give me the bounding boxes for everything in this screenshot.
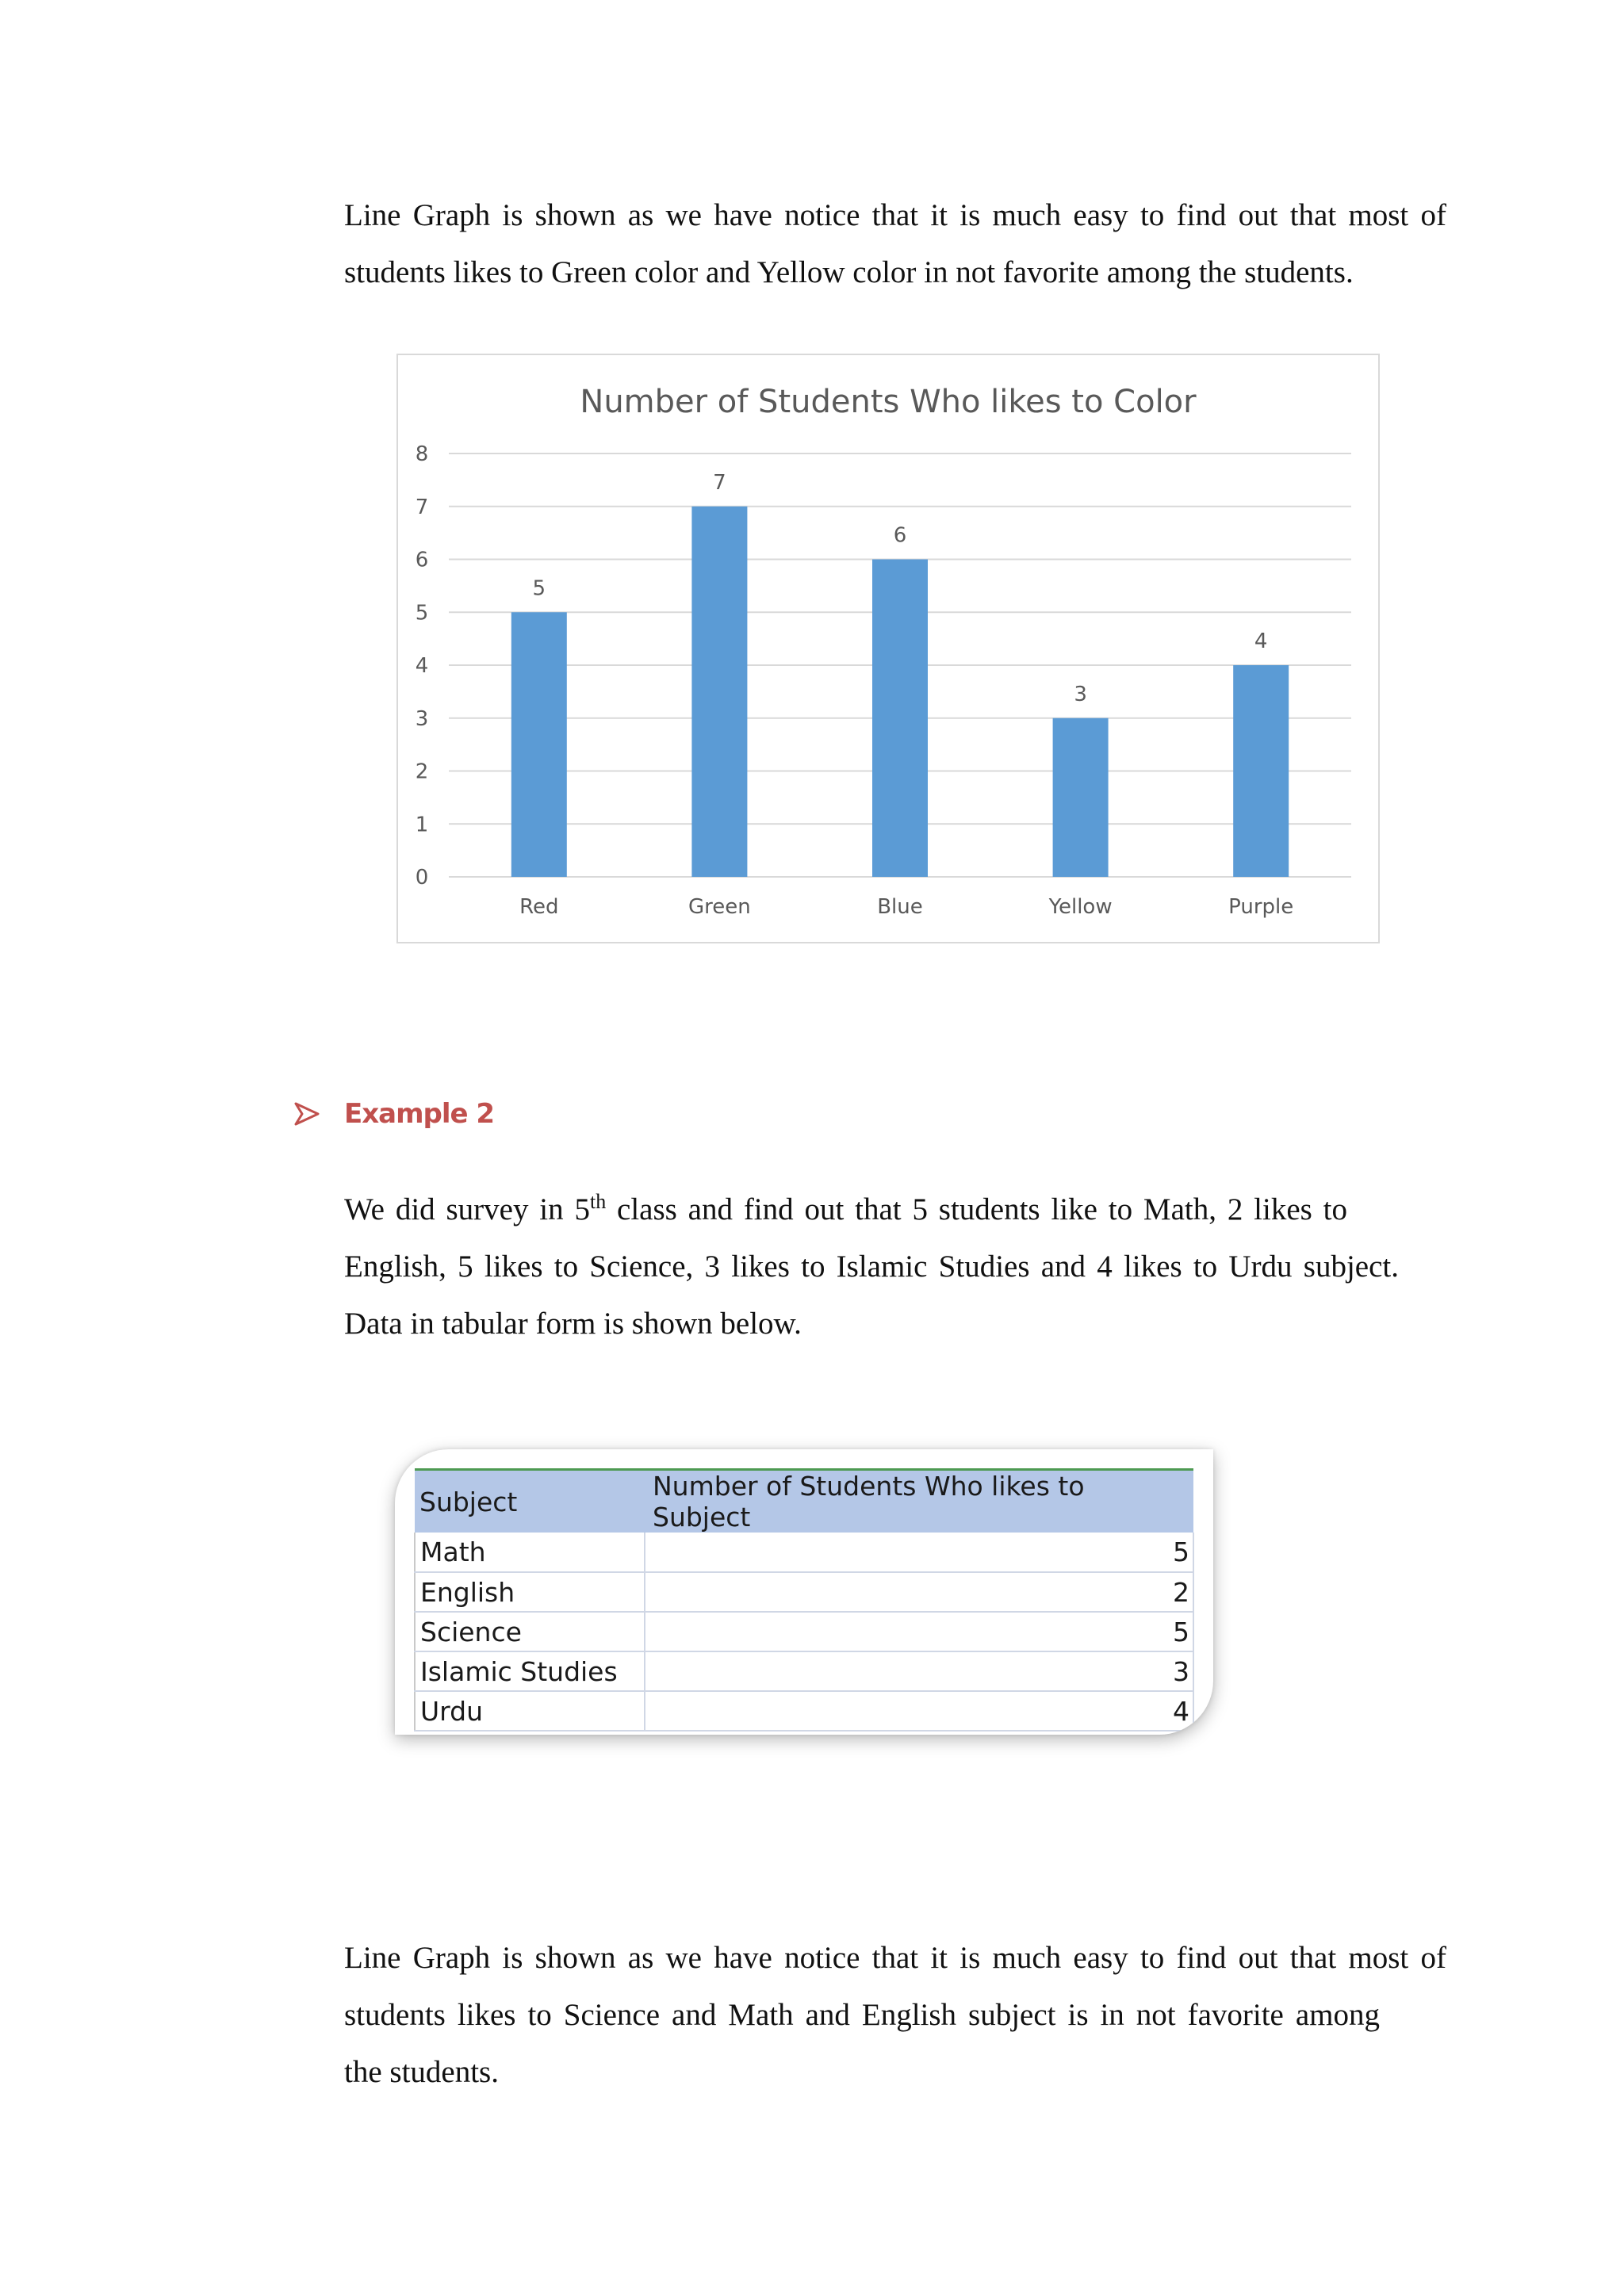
paragraph-line: the students. [344, 2055, 499, 2089]
table-header-row [415, 1470, 1193, 1533]
y-tick-label: 8 [415, 442, 429, 466]
table-cell-count: 5 [645, 1612, 1193, 1651]
data-label: 4 [1254, 629, 1268, 653]
table-row [415, 1572, 1193, 1612]
y-tick-label: 1 [415, 813, 429, 837]
bar [691, 507, 747, 877]
y-tick-label: 5 [415, 601, 429, 626]
example-heading [293, 1094, 494, 1134]
paragraph-line: students likes to Green color and Yellow color in not favorite among the students. [344, 255, 1354, 289]
superscript: th [589, 1190, 607, 1213]
table-header: Number of Students Who likes to Subject [645, 1470, 1193, 1533]
table-row [415, 1651, 1193, 1691]
paragraph-line: English, 5 likes to Science, 3 likes to Islamic Studies and 4 likes to Urdu subject. [344, 1249, 1399, 1284]
bar [1053, 718, 1109, 877]
heading-text: Example 2 [344, 1098, 495, 1130]
conclusion-paragraph [344, 1930, 1446, 2101]
table-row [415, 1533, 1193, 1572]
paragraph-line: students likes to Science and Math and English subject is in not favorite among [344, 1998, 1380, 2032]
data-label: 6 [893, 523, 907, 548]
table-row [415, 1612, 1193, 1651]
y-tick-label: 0 [415, 866, 429, 890]
y-tick-label: 6 [415, 548, 429, 572]
bar [511, 612, 567, 877]
data-label: 7 [713, 470, 726, 495]
table-image-card [395, 1449, 1213, 1735]
bar-chart [396, 354, 1380, 943]
table-row [415, 1691, 1193, 1731]
paragraph-line: Line Graph is shown as we have notice that it is much easy to find out that most of [344, 1941, 1446, 1975]
survey-paragraph [344, 1181, 1446, 1353]
paragraph-text: We did survey in 5 [344, 1192, 590, 1226]
paragraph-line: Data in tabular form is shown below. [344, 1307, 802, 1341]
intro-paragraph [344, 187, 1446, 301]
arrowhead-right-icon [293, 1100, 320, 1127]
paragraph-line: Line Graph is shown as we have notice that it is much easy to find out that most of [344, 198, 1446, 232]
bar-chart-svg [398, 355, 1378, 942]
x-tick-label: Yellow [1048, 895, 1113, 919]
x-tick-label: Blue [877, 895, 923, 919]
paragraph-line [344, 1181, 1347, 1238]
data-label: 3 [1074, 682, 1087, 706]
paragraph-text: class and find out that 5 students like to Math, 2 likes to [606, 1192, 1347, 1226]
table-cell-count: 5 [645, 1533, 1193, 1572]
y-tick-label: 3 [415, 706, 429, 731]
y-tick-label: 4 [415, 654, 429, 678]
x-tick-label: Red [519, 895, 559, 919]
y-tick-label: 7 [415, 495, 429, 519]
x-tick-label: Purple [1228, 895, 1294, 919]
table-cell-subject: Urdu [415, 1691, 645, 1731]
table-cell-count: 4 [645, 1691, 1193, 1731]
table-cell-subject: Science [415, 1612, 645, 1651]
table-cell-subject: English [415, 1572, 645, 1612]
table-cell-count: 2 [645, 1572, 1193, 1612]
bar [872, 560, 928, 878]
y-tick-label: 2 [415, 760, 429, 784]
data-label: 5 [532, 576, 546, 601]
table-cell-subject: Math [415, 1533, 645, 1572]
table-header: Subject [415, 1470, 645, 1533]
subject-table [414, 1468, 1194, 1732]
table-cell-subject: Islamic Studies [415, 1651, 645, 1691]
chart-title: Number of Students Who likes to Color [580, 384, 1197, 420]
table-cell-count: 3 [645, 1651, 1193, 1691]
x-tick-label: Green [688, 895, 751, 919]
bar [1233, 665, 1289, 877]
